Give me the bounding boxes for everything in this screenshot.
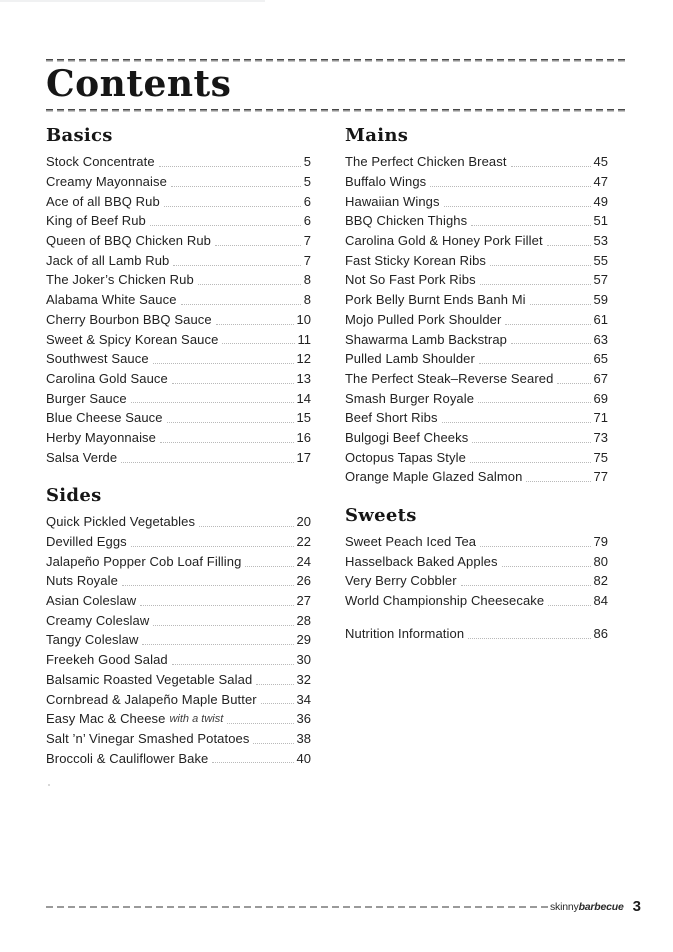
dotted-leader — [478, 402, 590, 403]
dotted-leader — [159, 166, 301, 167]
dotted-leader — [121, 462, 293, 463]
toc-item — [46, 551, 311, 571]
toc-item — [46, 408, 311, 428]
toc-item-label: Not So Fast Pork Ribs — [345, 272, 476, 288]
dotted-leader — [253, 743, 293, 744]
toc-item — [345, 152, 608, 172]
dotted-leader — [153, 625, 293, 626]
toc-item — [46, 729, 311, 749]
dotted-leader — [160, 442, 294, 443]
toc-item — [345, 551, 608, 571]
toc-section-heading: Basics — [46, 125, 113, 146]
toc-columns — [46, 127, 628, 768]
toc-item — [46, 709, 311, 729]
toc-item-label: The Perfect Chicken Breast — [345, 154, 507, 170]
dotted-leader — [172, 664, 294, 665]
toc-item-label: Very Berry Cobbler — [345, 573, 457, 589]
toc-item — [46, 270, 311, 290]
toc-item — [345, 172, 608, 192]
dotted-leader — [215, 245, 301, 246]
toc-item — [46, 211, 311, 231]
toc-item — [46, 591, 311, 611]
toc-item — [345, 231, 608, 251]
brand-bold: barbecue — [578, 900, 624, 913]
toc-item-page: 27 — [296, 593, 311, 609]
dotted-leader — [526, 481, 590, 482]
toc-item — [46, 310, 311, 330]
toc-item — [46, 172, 311, 192]
dotted-leader — [471, 225, 590, 226]
dotted-leader — [212, 762, 293, 763]
toc-item — [345, 191, 608, 211]
toc-item-label: Queen of BBQ Chicken Rub — [46, 233, 211, 249]
toc-item — [345, 388, 608, 408]
toc-item — [46, 630, 311, 650]
toc-item-label: Carolina Gold & Honey Pork Fillet — [345, 233, 543, 249]
toc-item — [345, 290, 608, 310]
toc-item-label: Creamy Coleslaw — [46, 612, 150, 628]
toc-item-page: 11 — [297, 331, 311, 347]
dotted-leader — [172, 383, 294, 384]
toc-item-page: 40 — [296, 750, 311, 766]
toc-item-page: 77 — [593, 469, 608, 485]
toc-item-page: 73 — [593, 429, 608, 445]
toc-item-page: 79 — [593, 534, 608, 550]
toc-item-page: 7 — [303, 233, 311, 249]
toc-item-page: 51 — [593, 213, 608, 229]
toc-item-page: 55 — [593, 252, 608, 268]
toc-item — [345, 591, 608, 611]
toc-item — [46, 349, 311, 369]
toc-item-label: Pork Belly Burnt Ends Banh Mi — [345, 292, 526, 308]
toc-item-label: Hawaiian Wings — [345, 193, 440, 209]
toc-item-page: 26 — [296, 573, 311, 589]
toc-item-label: The Joker’s Chicken Rub — [46, 272, 194, 288]
toc-item-label: Jalapeño Popper Cob Loaf Filling — [46, 553, 242, 569]
toc-item-label: Pulled Lamb Shoulder — [345, 351, 475, 367]
dotted-leader — [480, 284, 591, 285]
toc-item — [345, 532, 608, 552]
dotted-leader — [490, 265, 591, 266]
dotted-leader — [153, 363, 294, 364]
toc-item-label: Blue Cheese Sauce — [46, 410, 163, 426]
dashed-divider-under-title — [46, 109, 628, 112]
toc-item-page: 17 — [296, 449, 311, 465]
toc-item — [345, 310, 608, 330]
dotted-leader — [511, 166, 591, 167]
toc-item — [46, 231, 311, 251]
dotted-leader — [140, 605, 293, 606]
toc-item-label: Nuts Royale — [46, 573, 118, 589]
toc-item-label: Nutrition Information — [345, 625, 465, 641]
dotted-leader — [198, 284, 301, 285]
brand-regular: skinny — [550, 900, 579, 913]
toc-item-suffix: with a twist — [169, 712, 224, 725]
toc-item-label: Orange Maple Glazed Salmon — [345, 469, 523, 485]
page-content — [46, 0, 628, 768]
toc-item-label: Cherry Bourbon BBQ Sauce — [46, 311, 212, 327]
toc-section — [46, 487, 311, 768]
toc-item-page: 13 — [296, 370, 311, 386]
toc-item-page: 38 — [296, 730, 311, 746]
page-number: 3 — [632, 898, 641, 915]
toc-item-label: Easy Mac & Cheese — [46, 711, 166, 727]
dotted-leader — [470, 462, 591, 463]
toc-item — [46, 748, 311, 768]
toc-item-page: 45 — [593, 154, 608, 170]
toc-section-heading: Mains — [345, 125, 409, 146]
toc-item-label: Burger Sauce — [46, 390, 127, 406]
toc-item-page: 16 — [296, 429, 311, 445]
toc-item-label: Southwest Sauce — [46, 351, 149, 367]
toc-item-label: Hasselback Baked Apples — [345, 553, 498, 569]
toc-item-label: Jack of all Lamb Rub — [46, 252, 170, 268]
toc-item-page: 6 — [303, 193, 311, 209]
toc-item-page: 53 — [593, 233, 608, 249]
toc-item — [345, 369, 608, 389]
toc-item — [46, 152, 311, 172]
toc-item-page: 86 — [593, 625, 608, 641]
toc-item — [345, 623, 608, 643]
toc-section — [345, 504, 608, 643]
toc-item-page: 65 — [593, 351, 608, 367]
toc-item-page: 61 — [593, 311, 608, 327]
toc-item — [46, 689, 311, 709]
toc-column-left — [46, 127, 311, 768]
toc-item-label: Asian Coleslaw — [46, 593, 137, 609]
toc-item — [345, 329, 608, 349]
dotted-leader — [505, 324, 590, 325]
toc-item-page: 6 — [303, 213, 311, 229]
toc-item-page: 7 — [303, 252, 311, 268]
toc-item — [345, 447, 608, 467]
toc-section — [345, 127, 608, 487]
toc-item-label: Smash Burger Royale — [345, 390, 475, 406]
toc-item-label: Sweet & Spicy Korean Sauce — [46, 331, 219, 347]
toc-item — [345, 467, 608, 487]
toc-item-label: Herby Mayonnaise — [46, 429, 156, 445]
toc-item-label: Freekeh Good Salad — [46, 652, 168, 668]
toc-item-page: 8 — [303, 292, 311, 308]
toc-item-label: BBQ Chicken Thighs — [345, 213, 468, 229]
dotted-leader — [227, 723, 293, 724]
toc-item-page: 34 — [296, 691, 311, 707]
dotted-leader — [122, 585, 294, 586]
toc-item-page: 32 — [296, 671, 311, 687]
toc-column-right — [345, 127, 608, 768]
toc-item-page: 15 — [296, 410, 311, 426]
dotted-leader — [167, 422, 294, 423]
dotted-leader — [547, 245, 591, 246]
dotted-leader — [442, 422, 591, 423]
toc-item-page: 69 — [593, 390, 608, 406]
toc-item-page: 63 — [593, 331, 608, 347]
toc-item-label: Quick Pickled Vegetables — [46, 514, 196, 530]
toc-item-page: 20 — [296, 514, 311, 530]
toc-item-label: Creamy Mayonnaise — [46, 174, 167, 190]
toc-item-label: Ace of all BBQ Rub — [46, 193, 160, 209]
toc-item-page: 5 — [303, 154, 311, 170]
toc-item — [46, 670, 311, 690]
toc-item-page: 12 — [296, 351, 311, 367]
toc-item — [345, 428, 608, 448]
toc-section — [46, 127, 311, 467]
toc-item-page: 28 — [296, 612, 311, 628]
toc-item-page: 14 — [296, 390, 311, 406]
toc-item-label: Fast Sticky Korean Ribs — [345, 252, 487, 268]
toc-item-page: 49 — [593, 193, 608, 209]
toc-item — [345, 571, 608, 591]
toc-item — [345, 250, 608, 270]
dotted-leader — [502, 566, 591, 567]
toc-item-label: Alabama White Sauce — [46, 292, 177, 308]
toc-item-label: Salsa Verde — [46, 449, 118, 465]
page-footer — [46, 898, 641, 915]
toc-item-label: Mojo Pulled Pork Shoulder — [345, 311, 502, 327]
toc-item — [345, 408, 608, 428]
dotted-leader — [131, 546, 294, 547]
dotted-leader — [222, 343, 294, 344]
dotted-leader — [461, 585, 591, 586]
toc-item-page: 75 — [593, 449, 608, 465]
toc-item-page: 71 — [593, 410, 608, 426]
toc-item — [46, 369, 311, 389]
toc-item-page: 22 — [296, 534, 311, 550]
toc-item — [46, 191, 311, 211]
dotted-leader — [142, 644, 293, 645]
toc-item — [46, 447, 311, 467]
toc-item-label: Buffalo Wings — [345, 174, 427, 190]
brand-logo — [550, 901, 624, 913]
toc-item-page: 10 — [296, 311, 311, 327]
toc-item-page: 67 — [593, 370, 608, 386]
dotted-leader — [245, 566, 293, 567]
dotted-leader — [131, 402, 294, 403]
toc-item — [46, 650, 311, 670]
toc-item-page: 59 — [593, 292, 608, 308]
toc-item-page: 36 — [296, 711, 311, 727]
toc-item-label: Salt ’n’ Vinegar Smashed Potatoes — [46, 730, 250, 746]
toc-item-page: 57 — [593, 272, 608, 288]
toc-item-label: Bulgogi Beef Cheeks — [345, 429, 469, 445]
toc-item-label: Broccoli & Cauliflower Bake — [46, 750, 209, 766]
toc-item-label: Devilled Eggs — [46, 534, 127, 550]
dotted-leader — [261, 703, 294, 704]
dashed-divider-footer — [46, 906, 548, 908]
dotted-leader — [548, 605, 590, 606]
toc-item-page: 29 — [296, 632, 311, 648]
dotted-leader — [511, 343, 591, 344]
toc-item-label: The Perfect Steak–Reverse Seared — [345, 370, 554, 386]
toc-item-label: Balsamic Roasted Vegetable Salad — [46, 671, 253, 687]
toc-item-label: Cornbread & Jalapeño Maple Butter — [46, 691, 257, 707]
toc-item — [345, 349, 608, 369]
toc-section-heading: Sides — [46, 485, 102, 506]
toc-item — [46, 532, 311, 552]
toc-item — [46, 428, 311, 448]
toc-item-page: 5 — [303, 174, 311, 190]
toc-item — [345, 211, 608, 231]
toc-item-page: 82 — [593, 573, 608, 589]
toc-item-page: 47 — [593, 174, 608, 190]
toc-item-page: 84 — [593, 593, 608, 609]
dotted-leader — [444, 206, 591, 207]
toc-item-page: 80 — [593, 553, 608, 569]
toc-item-label: Shawarma Lamb Backstrap — [345, 331, 507, 347]
toc-item-label: Stock Concentrate — [46, 154, 155, 170]
toc-item — [345, 270, 608, 290]
toc-item-label: Tangy Coleslaw — [46, 632, 139, 648]
toc-item-page: 30 — [296, 652, 311, 668]
toc-item-page: 8 — [303, 272, 311, 288]
toc-item — [46, 290, 311, 310]
dotted-leader — [530, 304, 591, 305]
dotted-leader — [468, 638, 590, 639]
toc-item — [46, 512, 311, 532]
page-title: Contents — [46, 63, 232, 105]
dotted-leader — [480, 546, 590, 547]
dotted-leader — [472, 442, 590, 443]
toc-item — [46, 329, 311, 349]
dotted-leader — [181, 304, 301, 305]
dotted-leader — [557, 383, 590, 384]
toc-item-label: Octopus Tapas Style — [345, 449, 466, 465]
dotted-leader — [199, 526, 293, 527]
toc-item — [46, 610, 311, 630]
dotted-leader — [216, 324, 294, 325]
toc-item — [46, 388, 311, 408]
toc-item-label: Carolina Gold Sauce — [46, 370, 168, 386]
toc-item-label: King of Beef Rub — [46, 213, 146, 229]
toc-item — [46, 250, 311, 270]
toc-item — [46, 571, 311, 591]
stray-mark — [48, 784, 50, 786]
dotted-leader — [164, 206, 301, 207]
toc-item-label: World Championship Cheesecake — [345, 593, 545, 609]
toc-item-label: Beef Short Ribs — [345, 410, 438, 426]
dotted-leader — [256, 684, 293, 685]
toc-item-page: 24 — [296, 553, 311, 569]
dotted-leader — [430, 186, 590, 187]
toc-section-heading: Sweets — [345, 504, 417, 526]
toc-item-label: Sweet Peach Iced Tea — [345, 534, 477, 550]
dotted-leader — [479, 363, 591, 364]
dotted-leader — [173, 265, 300, 266]
dotted-leader — [171, 186, 301, 187]
dotted-leader — [150, 225, 301, 226]
